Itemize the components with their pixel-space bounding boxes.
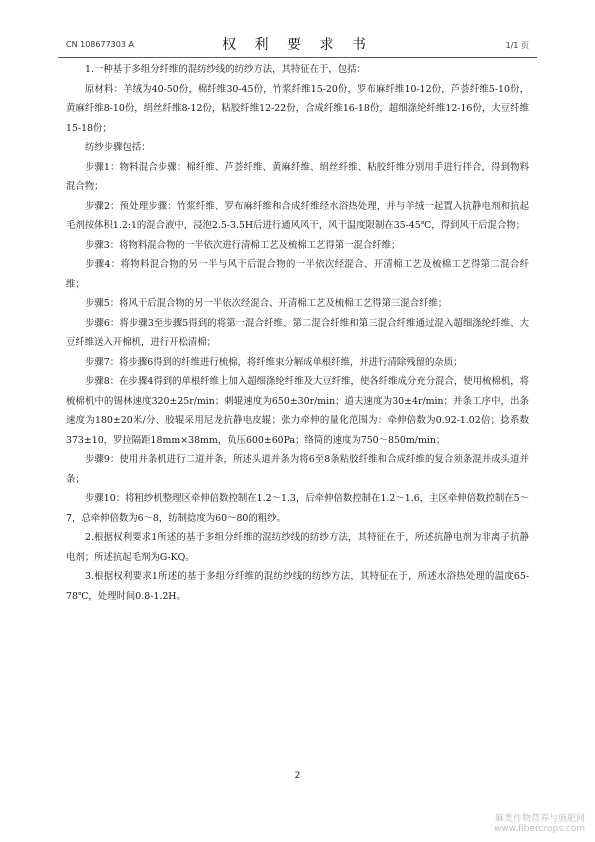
page-number: 2 [294, 771, 301, 781]
page-indicator: 1/1 页 [505, 41, 529, 50]
header-divider [58, 57, 537, 58]
claim-3: 3.根据权利要求1所述的基于多组分纤维的混纺纱线的纺纱方法，其特征在于，所述水浴热处理的温度65-78℃，处理时间0.8-1.2H。 [66, 571, 529, 602]
patent-number: CN 108677303 A [66, 40, 134, 49]
claim-2: 2.根据权利要求1所述的基于多组分纤维的混纺纱线的纺纱方法，其特征在于，所述抗静电剂为非离子抗静电剂；所述抗起毛剂为G-KQ。 [66, 532, 529, 563]
spinning-steps-heading: 纺纱步骤包括： [85, 142, 151, 153]
step-3: 步骤3：将物料混合物的一半依次进行清棉工艺及梳棉工艺得第一混合纤维； [85, 239, 401, 251]
step-6: 步骤6：将步骤3至步骤5得到的将第一混合纤维、第二混合纤维和第三混合纤维通过混入超细涤纶纤维、大豆纤维送入开棉机，进行开松清棉； [66, 317, 529, 348]
document-header [66, 34, 529, 56]
step-10: 步骤10：将粗纱机整理区牵伸倍数控制在1.2～1.3，后牵伸倍数控制在1.2～1.6，主区牵伸倍数控制在5～7，总牵伸倍数为6～8，纺制捻度为60～80的粗纱。 [66, 493, 529, 524]
raw-materials: 原材料：羊绒为40-50份，棉纤维30-45份，竹浆纤维15-20份，罗布麻纤维10-12份，芦荟纤维5-10份，黄麻纤维8-10份，绢丝纤维8-12份，粘胶纤维12-22份，合成纤维16-18份，超细涤纶纤维12-16份，大豆纤维15-18份； [66, 83, 529, 134]
step-9: 步骤9：使用并条机进行二道并条，所述头道并条为将6至8条粘胶纤维和合成纤维的复合须条混并成头道并条； [66, 454, 529, 485]
page-title: 权 利 要 求 书 [222, 37, 373, 53]
step-2: 步骤2：预处理步骤：竹浆纤维、罗布麻纤维和合成纤维经水浴热处理，并与羊绒一起置入抗静电剂和抗起毛剂按体积1.2:1的混合液中，浸泡2.5-3.5H后进行通风风干，风干温度限制在35-45℃，得到风干后混合物； [66, 200, 529, 231]
claim-1-intro: 1.一种基于多组分纤维的混纺纱线的纺纱方法，其特征在于，包括： [85, 64, 366, 75]
step-5: 步骤5：将风干后混合物的另一半依次经混合、开清棉工艺及梳棉工艺得第三混合纤维； [85, 298, 448, 309]
step-4: 步骤4：将物料混合物的另一半与风干后混合物的一半依次经混合、开清棉工艺及梳棉工艺得第二混合纤维； [66, 259, 529, 290]
step-7: 步骤7：将步骤6得到的纤维进行梳棉，将纤维束分解成单根纤维，并进行清除残留的杂质； [85, 356, 463, 368]
step-1: 步骤1：物料混合步骤：棉纤维、芦荟纤维、黄麻纤维、绢丝纤维、粘胶纤维分别用手进行拌合，得到物料混合物； [66, 161, 529, 192]
claims-body [66, 60, 529, 606]
watermark-site-name: 麻类作物营养与施肥网 [494, 814, 585, 824]
watermark-url: www.fibercrops.com [494, 824, 585, 834]
step-8: 步骤8：在步骤4得到的单根纤维上加入超细涤纶纤维及大豆纤维，使各纤维成分充分混合，使用梳棉机，将梳棉机中的锡林速度320±25r/min；刺辊速度为650±30r/min；道夫速度为30±4r/min；并条工序中，出条速度为180±20米/分、胶辊采用尼龙抗静电皮辊；张力牵伸的量化范围为：牵伸倍数为0.92-1.02倍；捻系数373±10，罗拉隔距18mm×38mm，负压600±60Pa；络筒的速度为750～850m/min； [66, 376, 529, 446]
